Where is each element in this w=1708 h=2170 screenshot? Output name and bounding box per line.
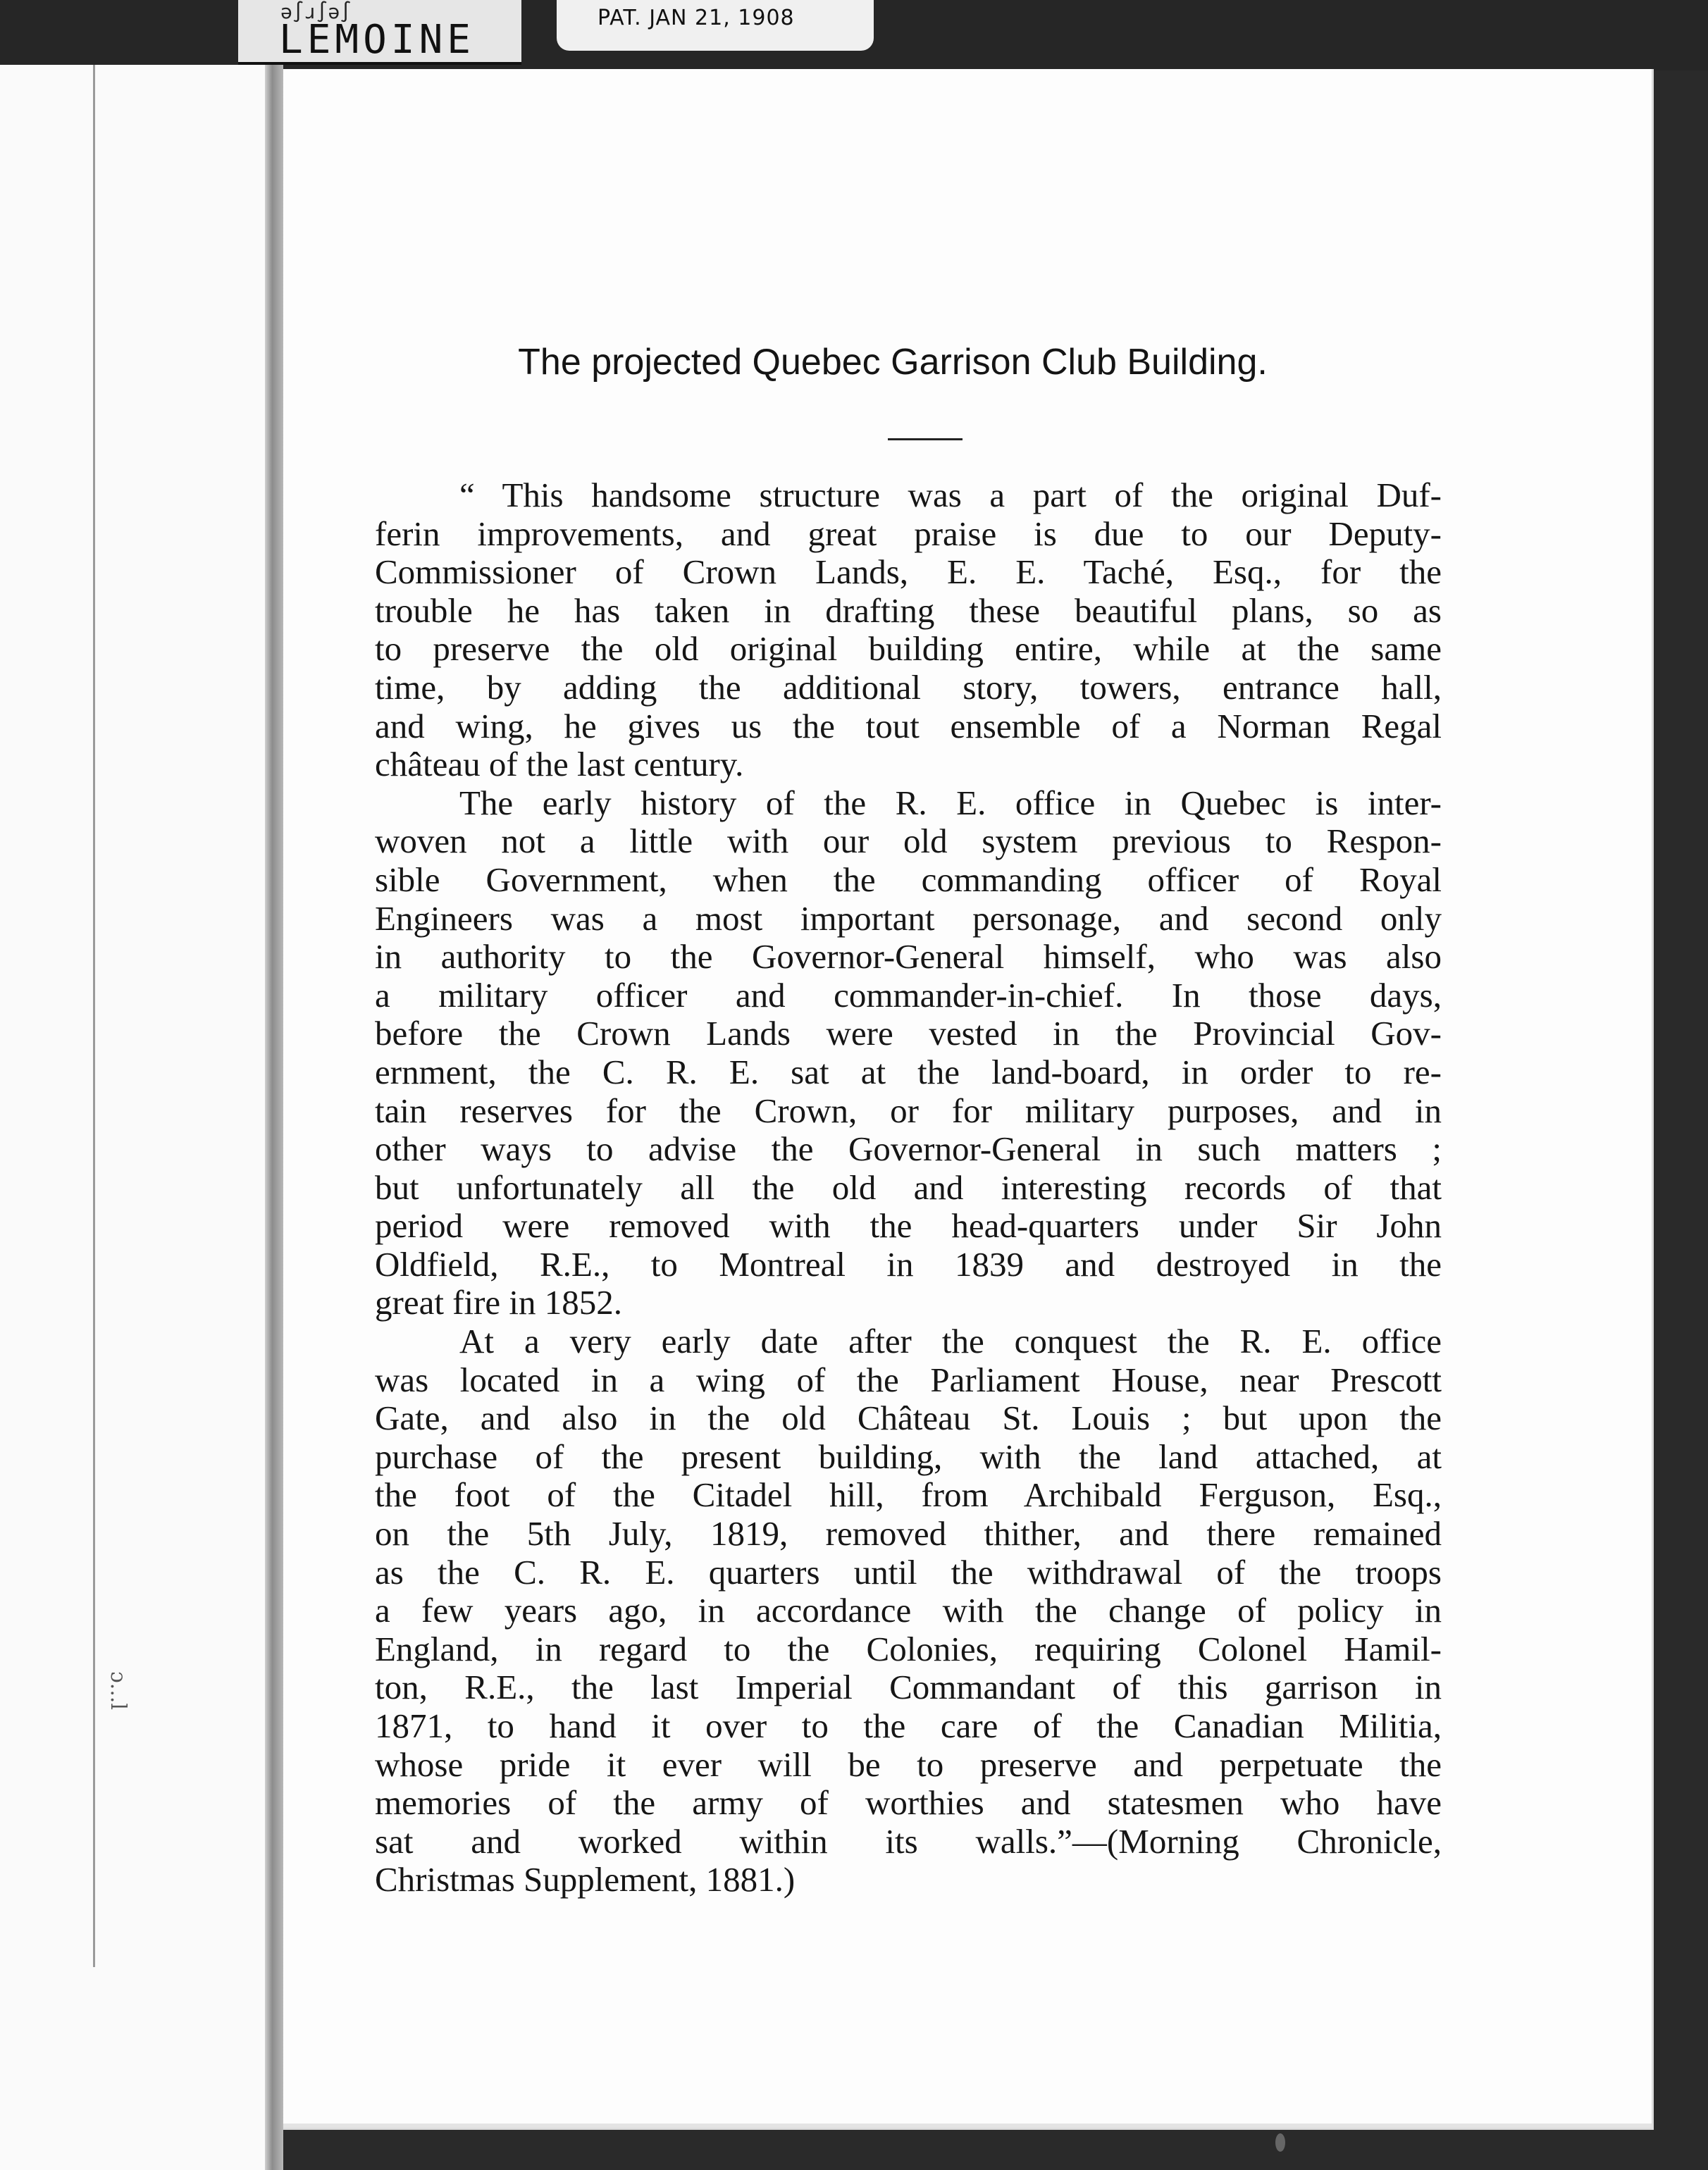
left-page: [0, 65, 265, 2170]
patent-stamp: [557, 0, 874, 51]
text-line: At a very early date after the conquest the R. E. office: [459, 1322, 1442, 1361]
text-line: tain reserves for the Crown, or for military purposes, and in: [375, 1091, 1442, 1130]
title-divider: [888, 438, 963, 440]
text-line: in authority to the Governor-General himself, who was also: [375, 937, 1442, 976]
paragraph: [375, 1322, 1442, 1899]
text-line: great fire in 1852.: [375, 1283, 623, 1322]
text-line: time, by adding the additional story, towers, entrance hall,: [375, 667, 1442, 707]
text-line: before the Crown Lands were vested in the Provincial Gov-: [375, 1014, 1442, 1053]
text-line: purchase of the present building, with the land attached, at: [375, 1437, 1442, 1476]
text-line: but unfortunately all the old and interesting records of that: [375, 1167, 1442, 1207]
text-line: Commissioner of Crown Lands, E. E. Taché, Esq., for the: [375, 552, 1442, 592]
text-line: Engineers was a most important personage, and second only: [375, 898, 1442, 938]
page-bottom-edge: [283, 2124, 1652, 2128]
text-line: The early history of the R. E. office in Quebec is inter-: [459, 783, 1442, 822]
paragraph: [375, 476, 1442, 784]
text-line: was located in a wing of the Parliament House, near Prescott: [375, 1360, 1442, 1399]
text-line: and wing, he gives us the tout ensemble of a Norman Regal: [375, 706, 1442, 745]
text-line: 1871, to hand it over to the care of the Canadian Militia,: [375, 1706, 1442, 1745]
text-line: other ways to advise the Governor-General in such matters ;: [375, 1129, 1442, 1169]
left-page-bleed-text: ɔ...l: [106, 1670, 131, 1711]
text-line: as the C. R. E. quarters until the withdrawal of the troops: [375, 1552, 1442, 1592]
text-line: ferin improvements, and great praise is due to our Deputy-: [375, 514, 1442, 553]
ink-speck: [1275, 2133, 1285, 2152]
catalog-label-name: LEMOINE: [279, 17, 476, 63]
text-line: the foot of the Citadel hill, from Archibald Ferguson, Esq.,: [375, 1475, 1442, 1515]
text-line: Christmas Supplement, 1881.): [375, 1860, 796, 1899]
text-line: Oldfield, R.E., to Montreal in 1839 and destroyed in the: [375, 1244, 1442, 1284]
document-page: [283, 69, 1654, 2130]
text-line: “ This handsome structure was a part of the original Duf-: [459, 476, 1442, 514]
paragraph: [375, 784, 1442, 1322]
patent-stamp-text: PAT. JAN 21, 1908: [598, 6, 795, 30]
catalog-label: [238, 0, 521, 65]
text-line: château of the last century.: [375, 745, 744, 784]
text-line: sible Government, when the commanding officer of Royal: [375, 860, 1442, 899]
text-line: woven not a little with our old system previous to Respon-: [375, 822, 1442, 861]
page-title: The projected Quebec Garrison Club Building.: [518, 342, 1268, 383]
catalog-label-stub: ǝ∫ɹ∫ǝ∫: [280, 0, 352, 23]
text-line: a few years ago, in accordance with the change of policy in: [375, 1591, 1442, 1630]
text-line: Gate, and also in the old Château St. Louis ; but upon the: [375, 1399, 1442, 1438]
text-line: whose pride it ever will be to preserve and perpetuate the: [375, 1744, 1442, 1784]
text-line: England, in regard to the Colonies, requiring Colonel Hamil-: [375, 1629, 1442, 1668]
text-line: trouble he has taken in drafting these beautiful plans, so as: [375, 590, 1442, 630]
text-line: period were removed with the head-quarters under Sir John: [375, 1206, 1442, 1246]
binding-gutter: [265, 65, 283, 2170]
text-line: ton, R.E., the last Imperial Commandant of this garrison in: [375, 1668, 1442, 1707]
text-line: sat and worked within its walls.”—(Morning Chronicle,: [375, 1821, 1442, 1861]
text-line: a military officer and commander-in-chief. In those days,: [375, 975, 1442, 1015]
left-page-rule: [93, 65, 95, 1967]
text-line: memories of the army of worthies and statesmen who have: [375, 1783, 1442, 1823]
text-line: ernment, the C. R. E. sat at the land-board, in order to re-: [375, 1052, 1442, 1091]
body-text: [375, 476, 1442, 1899]
text-line: to preserve the old original building entire, while at the same: [375, 629, 1442, 669]
text-line: on the 5th July, 1819, removed thither, and there remained: [375, 1514, 1442, 1554]
